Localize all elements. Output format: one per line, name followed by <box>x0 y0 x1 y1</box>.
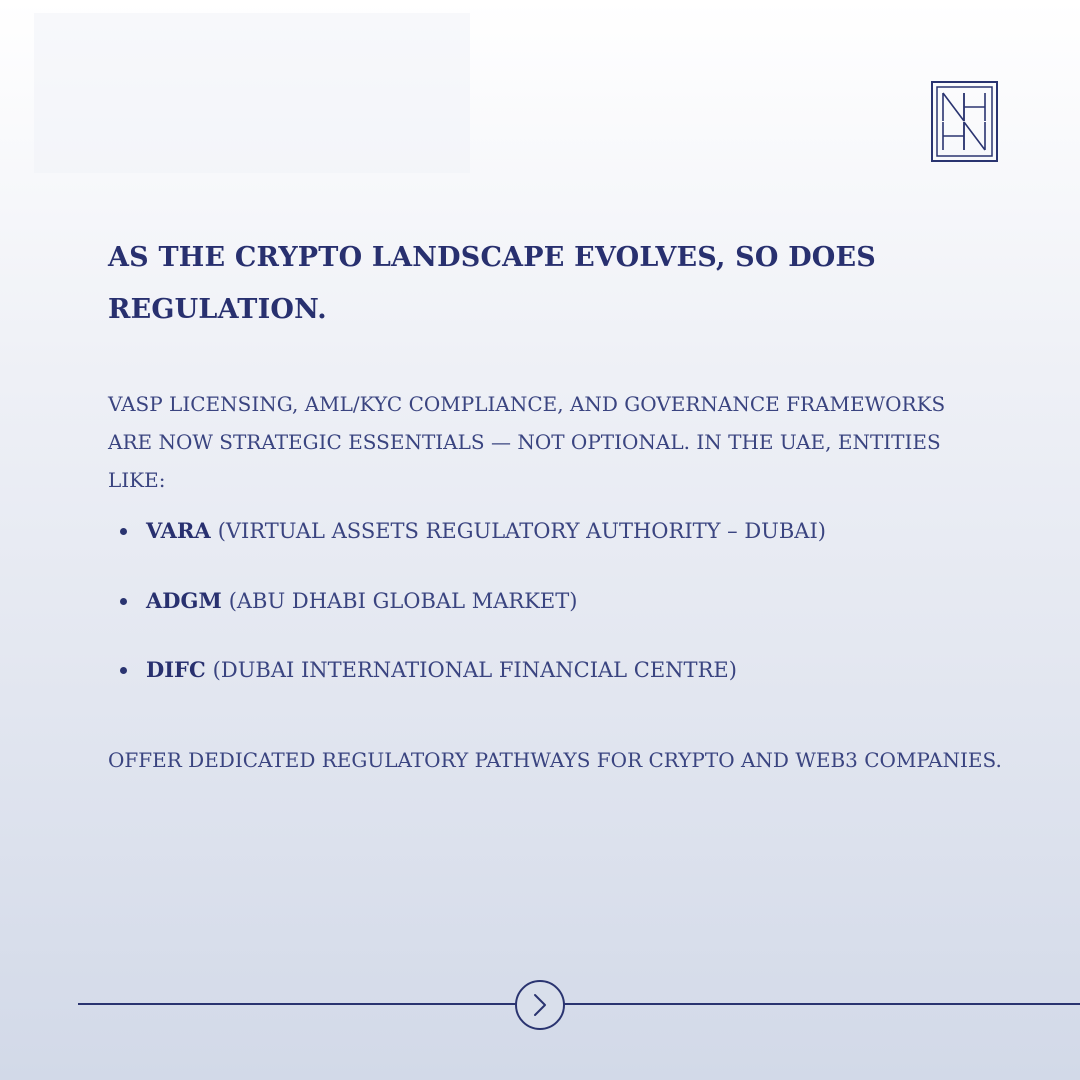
entity-code: ADGM <box>146 587 222 613</box>
intro-text: VASP LICENSING, AML/KYC COMPLIANCE, AND GOVERNANCE FRAMEWORKS ARE NOW STRATEGIC ESSENTIALS — NOT OPTIONAL. IN THE UAE, ENTITIES LIKE: <box>108 392 946 492</box>
outro-text: OFFER DEDICATED REGULATORY PATHWAYS FOR CRYPTO AND WEB3 COMPANIES. <box>108 748 1002 772</box>
entity-description: (ABU DHABI GLOBAL MARKET) <box>228 588 578 613</box>
bullet-icon <box>120 598 127 605</box>
next-button[interactable] <box>515 980 565 1030</box>
divider-line <box>78 1003 1080 1005</box>
entity-code: DIFC <box>146 657 206 682</box>
bullet-icon <box>120 667 127 674</box>
top-panel <box>34 13 470 173</box>
headline: AS THE CRYPTO LANDSCAPE EVOLVES, SO DOES REGULATION. <box>108 242 877 325</box>
list-item <box>120 513 826 583</box>
chevron-right-icon <box>529 992 551 1018</box>
bullet-icon <box>120 528 127 535</box>
entity-description: (VIRTUAL ASSETS REGULATORY AUTHORITY – DUBAI) <box>217 519 826 543</box>
list-item <box>120 583 826 653</box>
entity-description: (DUBAI INTERNATIONAL FINANCIAL CENTRE) <box>212 658 737 682</box>
brand-logo <box>931 81 998 162</box>
entity-list <box>120 513 826 722</box>
entity-code: VARA <box>146 518 211 543</box>
list-item <box>120 652 826 722</box>
